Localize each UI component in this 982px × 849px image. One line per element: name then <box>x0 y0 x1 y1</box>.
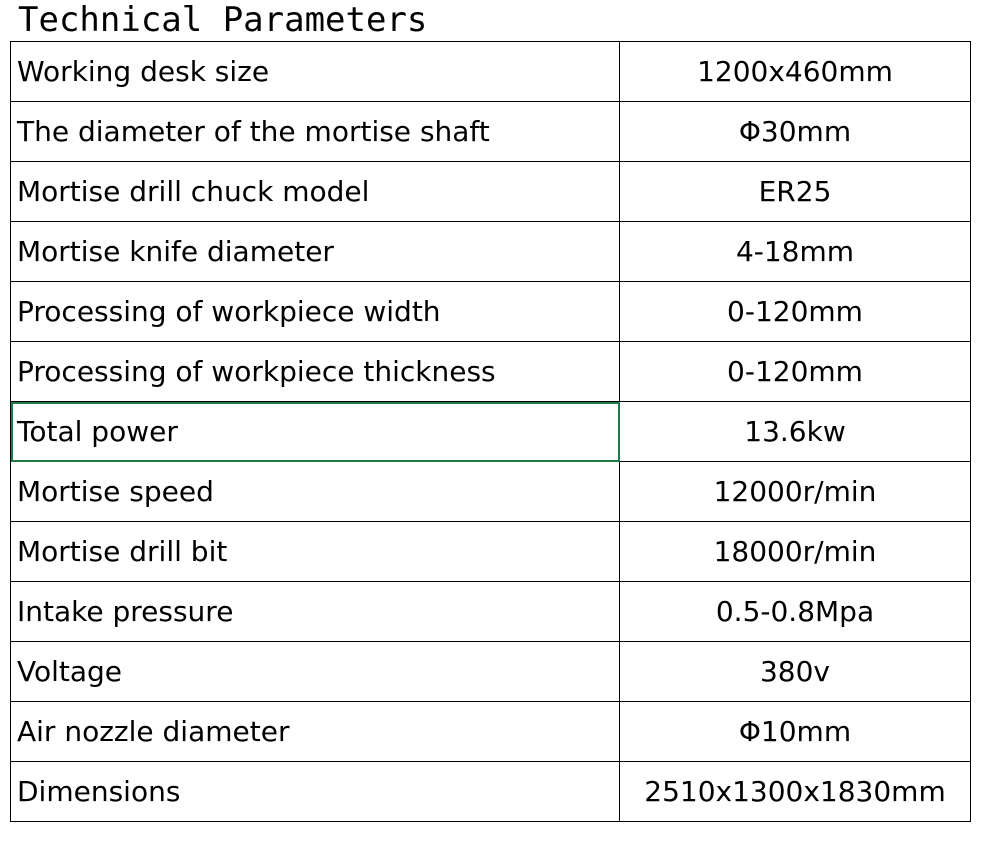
parameter-name-cell[interactable]: The diameter of the mortise shaft <box>11 102 620 162</box>
parameter-name-cell[interactable]: Mortise drill chuck model <box>11 162 620 222</box>
table-row <box>11 582 971 642</box>
parameter-value-cell[interactable]: 12000r/min <box>620 462 971 522</box>
parameter-name-cell[interactable]: Mortise speed <box>11 462 620 522</box>
table-row <box>11 222 971 282</box>
table-row <box>11 162 971 222</box>
parameter-value-cell[interactable]: 0-120mm <box>620 342 971 402</box>
parameters-table <box>10 41 971 822</box>
parameter-value-cell[interactable]: ER25 <box>620 162 971 222</box>
page-title: Technical Parameters <box>18 0 428 40</box>
table-row <box>11 762 971 822</box>
parameter-name-cell[interactable]: Mortise drill bit <box>11 522 620 582</box>
parameter-value-cell[interactable]: 4-18mm <box>620 222 971 282</box>
table-row <box>11 642 971 702</box>
parameter-value-cell[interactable]: Φ10mm <box>620 702 971 762</box>
parameter-name-cell[interactable]: Dimensions <box>11 762 620 822</box>
parameter-value-cell[interactable]: 1200x460mm <box>620 42 971 102</box>
parameter-value-cell[interactable]: 0-120mm <box>620 282 971 342</box>
table-row <box>11 342 971 402</box>
table-row <box>11 462 971 522</box>
parameter-name-cell[interactable]: Processing of workpiece width <box>11 282 620 342</box>
parameter-name-cell[interactable]: Air nozzle diameter <box>11 702 620 762</box>
table-row <box>11 402 971 462</box>
table-row <box>11 42 971 102</box>
parameter-value-cell[interactable]: 0.5-0.8Mpa <box>620 582 971 642</box>
table-row <box>11 702 971 762</box>
parameter-value-cell[interactable]: 2510x1300x1830mm <box>620 762 971 822</box>
parameter-value-cell[interactable]: 18000r/min <box>620 522 971 582</box>
parameter-name-cell[interactable]: Working desk size <box>11 42 620 102</box>
parameter-name-cell[interactable]: Voltage <box>11 642 620 702</box>
parameter-value-cell[interactable]: 380v <box>620 642 971 702</box>
parameter-name-cell[interactable]: Intake pressure <box>11 582 620 642</box>
parameter-value-cell[interactable]: Φ30mm <box>620 102 971 162</box>
table-row <box>11 522 971 582</box>
table-row <box>11 282 971 342</box>
parameter-name-cell[interactable]: Total power <box>11 402 620 462</box>
parameter-value-cell[interactable]: 13.6kw <box>620 402 971 462</box>
table-row <box>11 102 971 162</box>
parameter-name-cell[interactable]: Mortise knife diameter <box>11 222 620 282</box>
parameter-name-cell[interactable]: Processing of workpiece thickness <box>11 342 620 402</box>
